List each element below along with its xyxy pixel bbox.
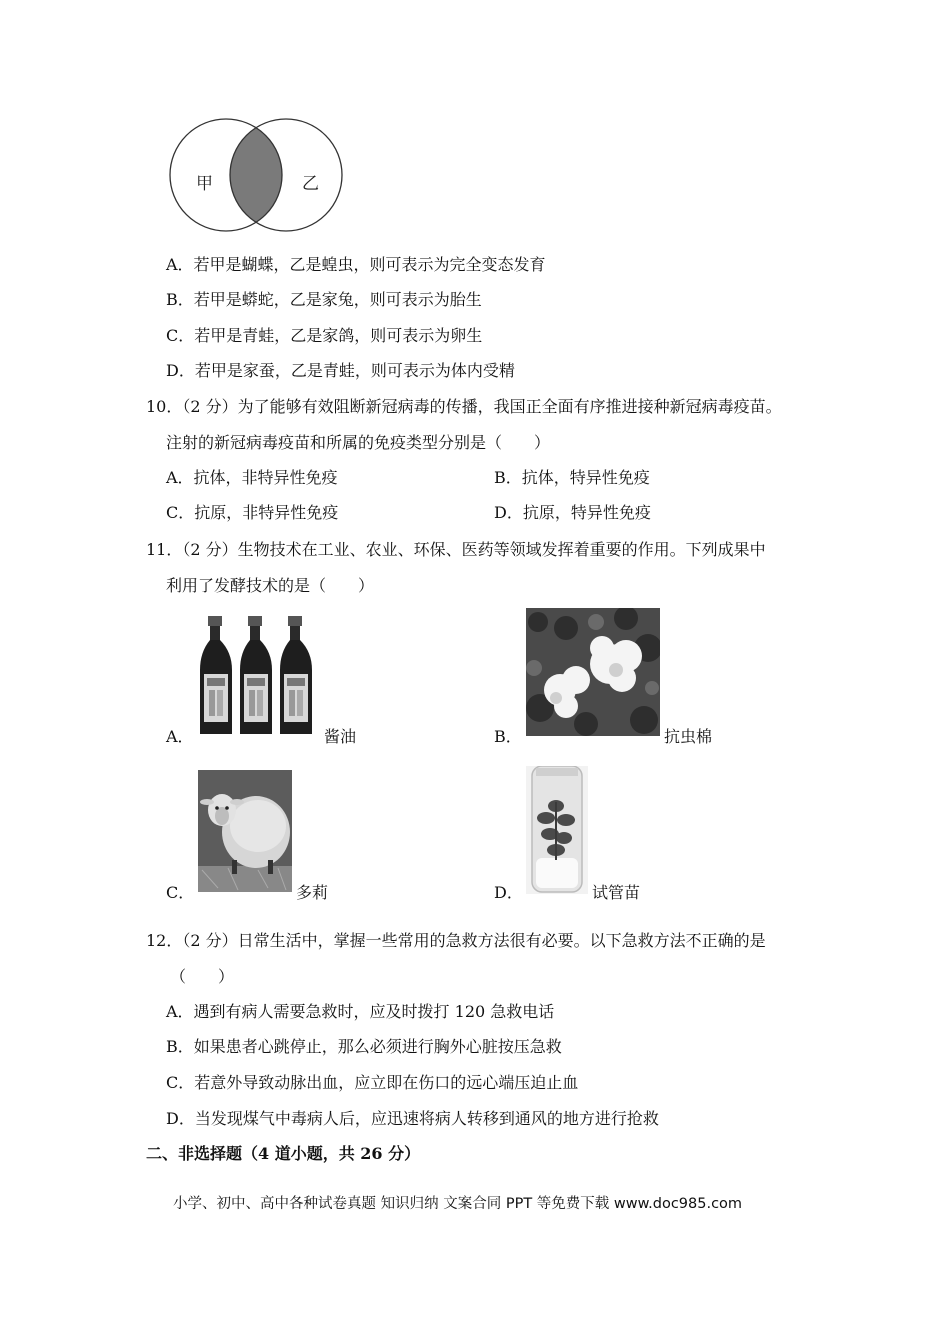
q11-stem-line2: 利用了发酵技术的是（ ） (166, 576, 375, 595)
page-footer: 小学、初中、高中各种试卷真题 知识归纳 文案合同 PPT 等免费下载 www.doc985.com (173, 1196, 743, 1212)
q10-stem-line2: 注射的新冠病毒疫苗和所属的免疫类型分别是（ ） (166, 433, 551, 452)
q10-option-b: B．抗体，特异性免疫 (494, 468, 650, 487)
test-tube-seedling-image (526, 766, 588, 894)
q10-option-c: C．抗原，非特异性免疫 (166, 503, 339, 522)
q11-option-a-caption: 酱油 (324, 727, 357, 746)
q9-option-d: D．若甲是家蚕，乙是青蛙，则可表示为体内受精 (166, 361, 515, 380)
q11-option-d-caption: 试管苗 (592, 883, 641, 902)
q10-stem-line1: 10．（2 分）为了能够有效阻断新冠病毒的传播，我国正全面有序推进接种新冠病毒疫苗。 (146, 397, 782, 416)
section-heading: 二、非选择题（4 道小题，共 26 分） (146, 1144, 421, 1163)
q12-option-d: D．当发现煤气中毒病人后，应迅速将病人转移到通风的地方进行抢救 (166, 1109, 659, 1128)
q11-option-b-caption: 抗虫棉 (664, 727, 713, 746)
q9-option-b: B．若甲是蟒蛇，乙是家兔，则可表示为胎生 (166, 290, 482, 309)
dolly-sheep-image (198, 770, 292, 892)
q9-option-a: A．若甲是蝴蝶，乙是蝗虫，则可表示为完全变态发育 (166, 255, 546, 274)
q12-option-c: C．若意外导致动脉出血，应立即在伤口的远心端压迫止血 (166, 1073, 579, 1092)
q12-option-a: A．遇到有病人需要急救时，应及时拨打 120 急救电话 (166, 1002, 555, 1021)
q10-option-a: A．抗体，非特异性免疫 (166, 468, 338, 487)
venn-label-right: 乙 (302, 174, 319, 194)
q11-option-d-letter: D． (494, 883, 523, 902)
venn-label-left: 甲 (196, 174, 213, 194)
q12-stem-line1: 12．（2 分）日常生活中，掌握一些常用的急救方法很有必要。以下急救方法不正确的是 (146, 931, 766, 950)
q11-option-a-letter: A． (166, 727, 194, 746)
q10-option-d: D．抗原，特异性免疫 (494, 503, 651, 522)
q11-option-c-caption: 多莉 (296, 883, 329, 902)
soy-sauce-image (196, 612, 320, 736)
bottle (200, 616, 232, 734)
q9-option-c: C．若甲是青蛙，乙是家鸽，则可表示为卵生 (166, 326, 483, 345)
q11-option-b-letter: B． (494, 727, 522, 746)
cotton-image (526, 608, 660, 736)
q11-stem-line1: 11．（2 分）生物技术在工业、农业、环保、医药等领域发挥着重要的作用。下列成果中 (146, 540, 766, 559)
venn-diagram (168, 117, 348, 235)
q12-stem-line2: （ ） (170, 967, 235, 986)
q11-option-c-letter: C． (166, 883, 195, 902)
q12-option-b: B．如果患者心跳停止，那么必须进行胸外心脏按压急救 (166, 1037, 562, 1056)
